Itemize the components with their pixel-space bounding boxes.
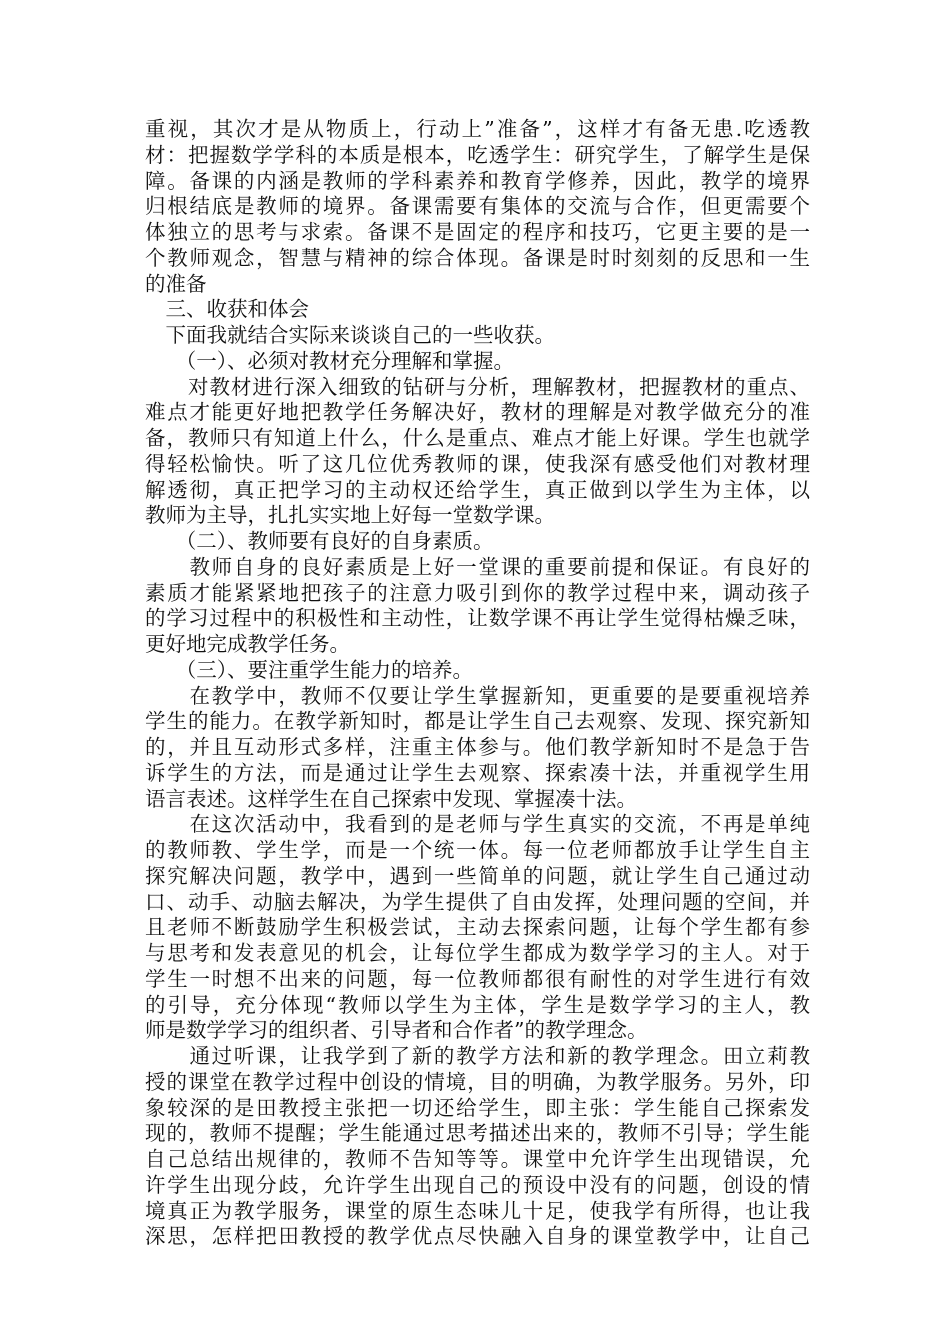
text-line: 许学生出现分歧，允许学生出现自己的预设中没有的问题，创设的情: [145, 1172, 810, 1197]
text-line: 障。备课的内涵是教师的学科素养和教育学修养，因此，教学的境界: [145, 168, 810, 193]
text-line: 对教材进行深入细致的钻研与分析，理解教材，把握教材的重点、: [145, 374, 810, 399]
text-line: 材：把握数学学科的本质是根本，吃透学生：研究学生，了解学生是保: [145, 142, 810, 167]
text-line: 下面我就结合实际来谈谈自己的一些收获。: [145, 323, 555, 347]
text-line: 的准备: [145, 271, 207, 296]
text-line: 与思考和发表意见的机会，让每位学生都成为数学学习的主人。对于: [145, 941, 810, 965]
text-line: 教师自身的良好素质是上好一堂课的重要前提和保证。有良好的: [145, 554, 810, 579]
text-line: 现的，教师不提醒；学生能通过思考描述出来的，教师不引导；学生能: [145, 1121, 810, 1146]
text-line: 口、动手、动脑去解决，为学生提供了自由发挥，处理问题的空间，并: [145, 889, 810, 914]
text-line: 体独立的思考与求索。备课不是固定的程序和技巧，它更主要的是一: [145, 220, 810, 244]
text-line: 个教师观念，智慧与精神的综合体现。备课是时时刻刻的反思和一生: [145, 245, 810, 270]
text-line: 深思，怎样把田教授的教学优点尽快融入自身的课堂教学中，让自己: [145, 1224, 810, 1249]
text-line: 诉学生的方法，而是通过让学生去观察、探索凑十法，并重视学生用: [145, 760, 810, 785]
text-line: （二）、教师要有良好的自身素质。: [145, 529, 494, 553]
text-line: （三）、要注重学生能力的培养。: [145, 657, 473, 682]
text-line: 在这次活动中，我看到的是老师与学生真实的交流，不再是单纯: [145, 812, 810, 837]
text-line: 学生的能力。在教学新知时，都是让学生自己去观察、发现、探究新知: [145, 709, 810, 734]
text-line: 素质才能紧紧地把孩子的注意力吸引到你的教学过程中来，调动孩子: [145, 580, 810, 605]
text-line: 重视，其次才是从物质上，行动上”准备”，这样才有备无患.吃透教: [145, 117, 810, 141]
text-line: 语言表述。这样学生在自己探索中发现、掌握凑十法。: [145, 786, 637, 811]
text-line: 师是数学学习的组织者、引导者和合作者”的教学理念。: [145, 1018, 648, 1043]
text-line: 的教师教、学生学，而是一个统一体。每一位老师都放手让学生自主: [145, 838, 810, 862]
text-line: 的学习过程中的积极性和主动性，让数学课不再让学生觉得枯燥乏味，: [145, 606, 810, 631]
text-line: 通过听课，让我学到了新的教学方法和新的教学理念。田立莉教: [145, 1044, 810, 1068]
text-line: 教师为主导，扎扎实实地上好每一堂数学课。: [145, 503, 555, 528]
text-line: 自己总结出规律的，教师不告知等等。课堂中允许学生出现错误，允: [145, 1147, 810, 1171]
text-line: 境真正为教学服务，课堂的原生态味儿十足，使我学有所得，也让我: [145, 1198, 810, 1223]
text-line: 且老师不断鼓励学生积极尝试，主动去探索问题，让每个学生都有参: [145, 915, 810, 940]
text-line: 的引导，充分体现“教师以学生为主体，学生是数学学习的主人，教: [145, 992, 810, 1017]
text-line: 备，教师只有知道上什么，什么是重点、难点才能上好课。学生也就学: [145, 426, 810, 450]
text-line: 象较深的是田教授主张把一切还给学生，即主张：学生能自己探索发: [145, 1095, 810, 1120]
text-line: 归根结底是教师的境界。备课需要有集体的交流与合作，但更需要个: [145, 194, 810, 219]
text-line: 解透彻，真正把学习的主动权还给学生，真正做到以学生为主体，以: [145, 477, 810, 502]
text-line: 学生一时想不出来的问题，每一位教师都很有耐性的对学生进行有效: [145, 966, 810, 991]
text-line: （一）、必须对教材充分理解和掌握。: [145, 348, 514, 373]
text-line: 三、收获和体会: [145, 297, 309, 322]
text-line: 探究解决问题，教学中，遇到一些简单的问题，就让学生自己通过动: [145, 863, 810, 888]
text-line: 难点才能更好地把教学任务解决好，教材的理解是对教学做充分的准: [145, 400, 810, 425]
text-line: 更好地完成教学任务。: [145, 632, 350, 656]
text-line: 在教学中，教师不仅要让学生掌握新知，更重要的是要重视培养: [145, 683, 810, 708]
text-line: 的，并且互动形式多样，注重主体参与。他们教学新知时不是急于告: [145, 735, 810, 759]
text-line: 得轻松愉快。听了这几位优秀教师的课，使我深有感受他们对教材理: [145, 451, 810, 476]
document-body: [145, 117, 810, 1250]
text-line: 授的课堂在教学过程中创设的情境，目的明确，为教学服务。另外，印: [145, 1069, 810, 1094]
